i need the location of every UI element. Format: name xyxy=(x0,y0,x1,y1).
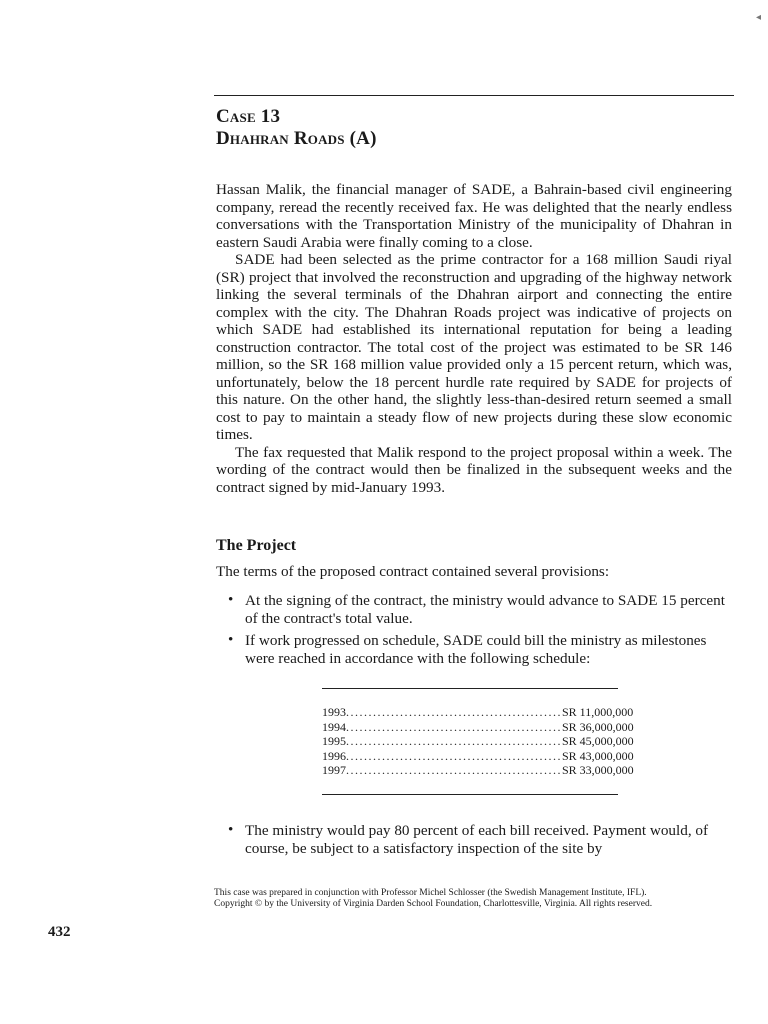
scan-mark: ◂ xyxy=(756,12,762,23)
list-item xyxy=(228,822,728,858)
case-number: Case 13 xyxy=(216,106,281,127)
schedule-amount: SR 45,000,000 xyxy=(562,734,634,748)
dot-leader: ................................................ xyxy=(346,734,562,748)
schedule-year: 1996 xyxy=(322,748,346,763)
schedule-amount: SR 36,000,000 xyxy=(562,719,634,734)
case-header xyxy=(216,106,377,150)
bullet-text: The ministry would pay 80 percent of each bill received. Payment would, of course, be subject to a satisfactory inspection of the site by xyxy=(245,822,709,857)
paragraph-1: Hassan Malik, the financial manager of SADE, a Bahrain-based civil engineering company, reread the recently received fax. He was delighted that the nearly endless conversations with the Transportation Ministry of the municipality of Dhahran in eastern Saudi Arabia were finally coming to a close. xyxy=(216,181,732,251)
schedule-amount: SR 43,000,000 xyxy=(562,748,634,763)
bullet-icon: • xyxy=(228,821,234,838)
section-intro: The terms of the proposed contract contained several provisions: xyxy=(216,563,610,580)
schedule-year: 1994 xyxy=(322,719,346,734)
bullet-icon: • xyxy=(228,591,234,608)
bullet-text: If work progressed on schedule, SADE could bill the ministry as milestones were reached in accordance with the following schedule: xyxy=(245,632,707,667)
list-item xyxy=(228,632,728,668)
copyright-line: Copyright © by the University of Virginia Darden School Foundation, Charlottesville, Virginia. All rights reserved. xyxy=(214,899,653,909)
dot-leader: ................................................ xyxy=(346,705,562,719)
table-row xyxy=(322,719,634,735)
dot-leader: ................................................ xyxy=(346,763,562,777)
dot-leader: ................................................ xyxy=(346,719,562,734)
table-row xyxy=(322,734,634,749)
table-row xyxy=(322,763,634,778)
paragraph-2: SADE had been selected as the prime contractor for a 168 million Saudi riyal (SR) project that involved the reconstruction and upgrading of the highway network linking the several terminals of the Dhahran airport and connecting the entire complex with the city. The Dhahran Roads project was indicative of projects on which SADE had established its international reputation for being a leading construction contractor. The total cost of the project was estimated to be SR 146 million, so the SR 168 million value provided only a 15 percent return, which was, unfortunately, below the 18 percent hurdle rate required by SADE for projects of this nature. On the other hand, the slightly less-than-desired return seemed a small cost to pay to maintain a steady flow of new projects during these slow economic times. xyxy=(216,251,732,443)
table-row xyxy=(322,705,634,720)
schedule-year: 1993 xyxy=(322,705,346,719)
schedule-amount: SR 11,000,000 xyxy=(562,705,634,719)
paragraph-3: The fax requested that Malik respond to the project proposal within a week. The wording of the contract would then be finalized in the subsequent weeks and the contract signed by mid-January 1993. xyxy=(216,443,732,496)
dot-leader: ................................................ xyxy=(346,748,562,763)
header-rule xyxy=(214,95,734,96)
table-row xyxy=(322,748,634,764)
bullet-text: At the signing of the contract, the ministry would advance to SADE 15 percent of the contract's total value. xyxy=(245,592,725,627)
bullet-icon: • xyxy=(228,631,234,648)
footnote xyxy=(214,888,728,910)
schedule-amount: SR 33,000,000 xyxy=(562,763,634,777)
case-title: Dhahran Roads (A) xyxy=(216,128,377,149)
page-number: 432 xyxy=(48,924,71,940)
schedule-year: 1997 xyxy=(322,763,346,777)
case-body xyxy=(216,181,732,496)
provisions-list xyxy=(228,592,728,672)
footnote-line: This case was prepared in conjunction with Professor Michel Schlosser (the Swedish Management Institute, IFL). xyxy=(214,888,647,898)
schedule-year: 1995 xyxy=(322,734,346,748)
list-item xyxy=(228,592,728,628)
billing-schedule-table xyxy=(322,688,634,795)
section-heading: The Project xyxy=(216,537,297,554)
